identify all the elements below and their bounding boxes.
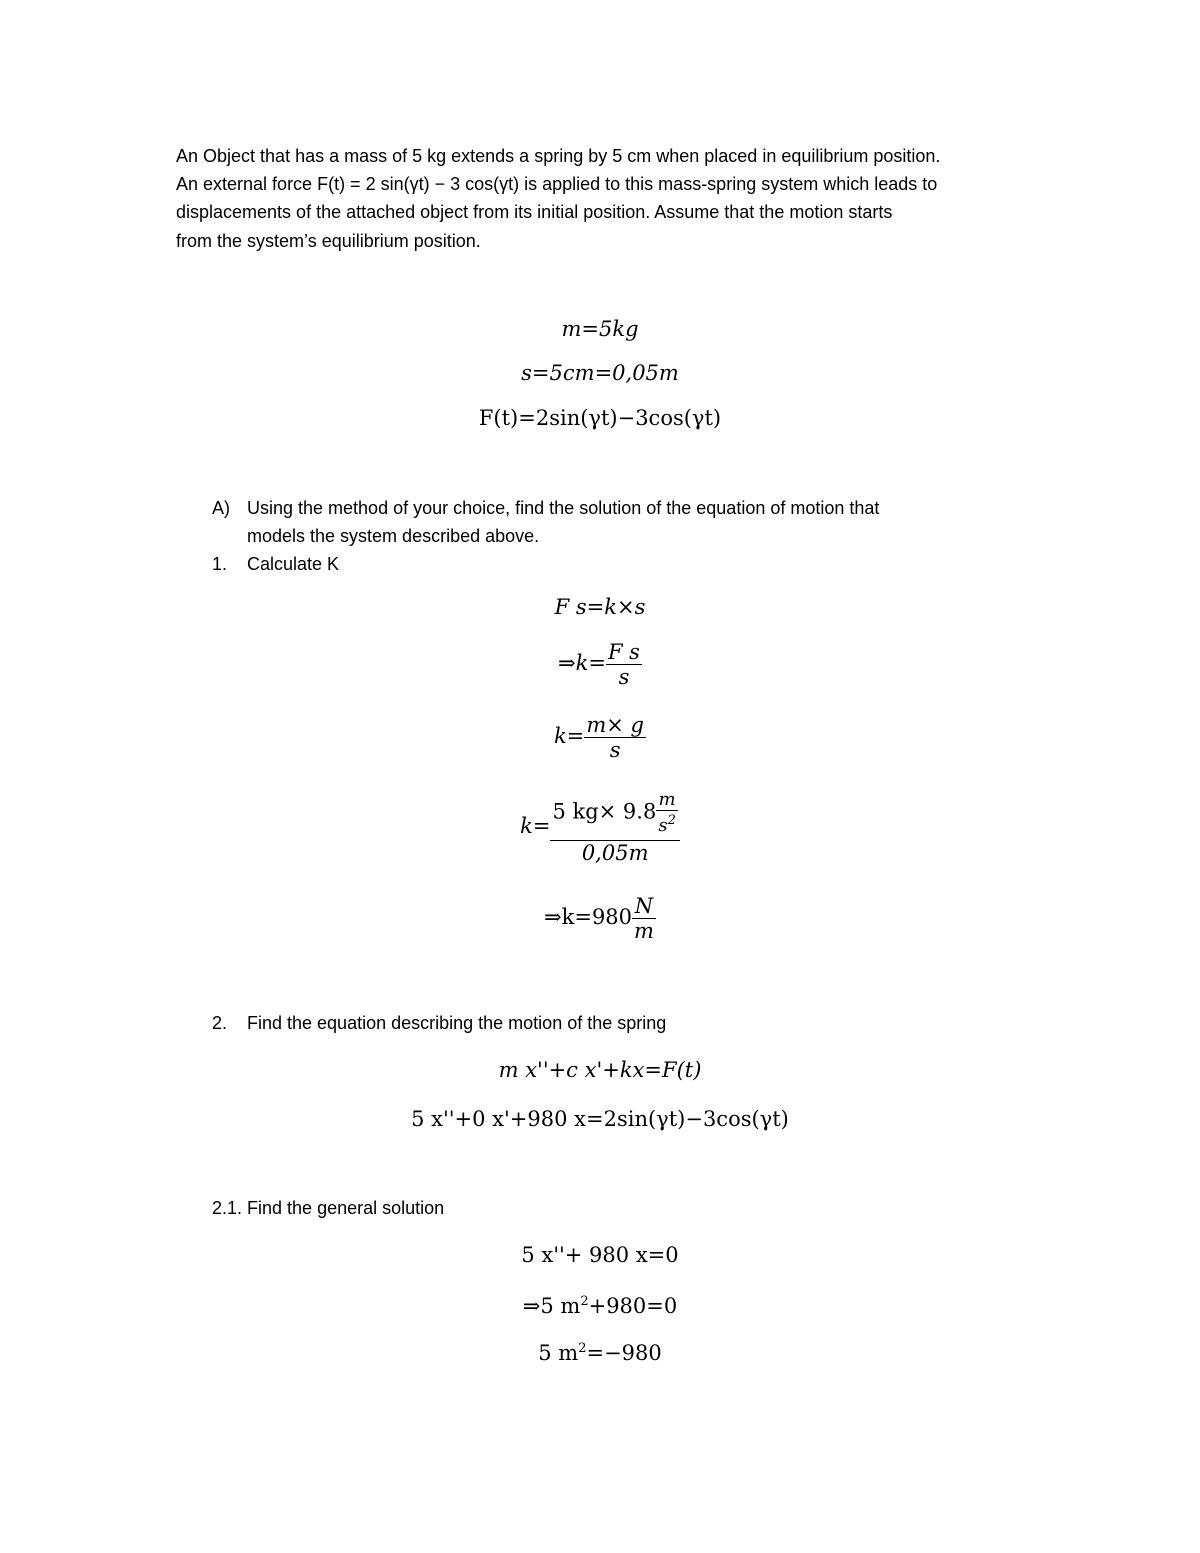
eq-characteristic-exp: 2 <box>580 1294 589 1309</box>
unit-den-base: s <box>658 815 668 836</box>
eq-motion-specific: 5 x''+0 x'+980 x=2sin(γt)−3cos(γt) <box>411 1107 789 1131</box>
eq-characteristic-solved-exp: 2 <box>578 1341 587 1356</box>
step-2-marker: 2. <box>212 1013 228 1033</box>
eq-k-numeric-num <box>550 790 679 841</box>
eq-k-result-prefix: ⇒k=980 <box>544 905 633 929</box>
unit-den-exp: 2 <box>667 813 676 828</box>
eq-k-numeric-den: 0,05m <box>581 841 649 865</box>
given-mass: m=5kg <box>561 317 639 341</box>
eq-characteristic-a: ⇒5 m <box>522 1294 581 1318</box>
eq-k-from-fs-prefix: ⇒k= <box>558 651 606 675</box>
part-a-line-1: Using the method of your choice, find the solution of the equation of motion that <box>247 498 880 518</box>
part-a-line-2: models the system described above. <box>247 526 540 546</box>
eq-homogeneous: 5 x''+ 980 x=0 <box>521 1243 679 1267</box>
intro-line-1: An Object that has a mass of 5 kg extends a spring by 5 cm when placed in equilibrium position. <box>176 146 941 166</box>
eq-k-from-fs <box>0 640 1200 689</box>
eq-k-result-den: m <box>634 919 654 943</box>
eq-motion-general: m x''+c x'+kx=F(t) <box>498 1058 702 1082</box>
intro-line-2: An external force F(t) = 2 sin(γt) − 3 cos(γt) is applied to this mass-spring system which leads to <box>176 174 938 194</box>
eq-k-result <box>0 894 1200 943</box>
eq-k-from-mg-num: m× g <box>586 713 644 737</box>
intro-line-3: displacements of the attached object from its initial position. Assume that the motion starts <box>176 202 893 222</box>
fraction <box>584 713 646 762</box>
unit-fraction <box>656 790 678 836</box>
fraction <box>606 640 642 689</box>
unit-num: m <box>656 790 678 811</box>
eq-k-numeric-num-value: 5 kg× 9.8 <box>552 799 657 824</box>
eq-characteristic-b: +980=0 <box>588 1294 678 1318</box>
given-force: F(t)=2sin(γt)−3cos(γt) <box>478 406 722 430</box>
fraction <box>632 894 656 943</box>
eq-k-numeric-prefix: k= <box>520 814 551 838</box>
step-1-title: Calculate K <box>247 554 340 574</box>
eq-characteristic-solved <box>0 1336 1200 1366</box>
eq-k-from-mg-den: s <box>609 738 621 762</box>
eq-characteristic-solved-b: =−980 <box>586 1341 662 1365</box>
step-2-title: Find the equation describing the motion of the spring <box>247 1013 667 1033</box>
eq-k-from-mg <box>0 713 1200 762</box>
fraction <box>550 790 679 865</box>
unit-den <box>656 811 678 836</box>
eq-k-from-fs-num: F s <box>607 640 640 664</box>
eq-force-spring: F s=k×s <box>554 595 646 619</box>
part-a-marker: A) <box>212 498 230 518</box>
eq-k-result-num: N <box>632 894 656 919</box>
step-1-marker: 1. <box>212 554 228 574</box>
step-2-1-title: 2.1. Find the general solution <box>212 1198 445 1218</box>
eq-characteristic <box>0 1289 1200 1319</box>
given-stretch: s=5cm=0,05m <box>521 361 679 385</box>
intro-line-4: from the system’s equilibrium position. <box>176 231 481 251</box>
eq-k-numeric <box>0 790 1200 865</box>
eq-characteristic-solved-a: 5 m <box>538 1341 579 1365</box>
eq-k-from-mg-prefix: k= <box>554 724 585 748</box>
eq-k-from-fs-den: s <box>618 665 630 689</box>
